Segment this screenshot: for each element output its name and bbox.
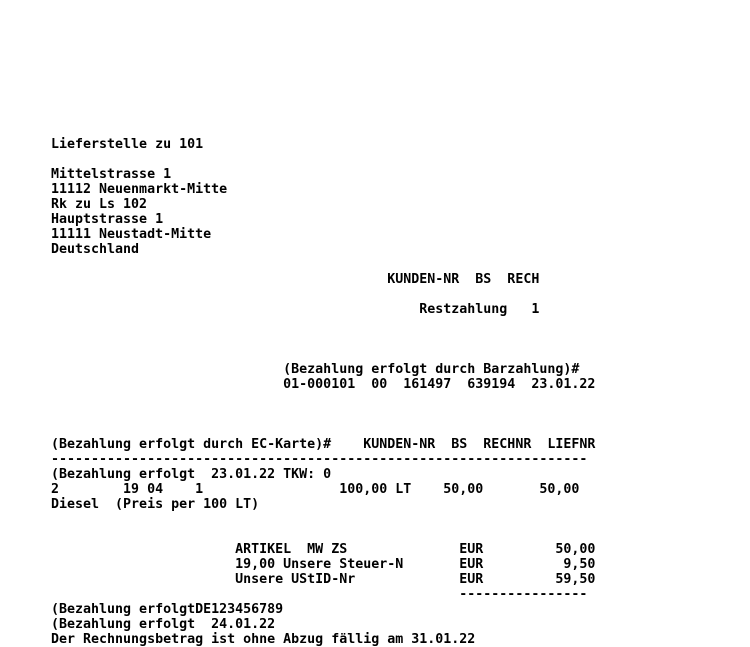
document-line xyxy=(51,422,595,437)
document-line xyxy=(51,347,595,362)
document-line: 19,00 Unsere Steuer-N EUR 9,50 xyxy=(51,557,596,572)
document-line xyxy=(51,152,595,167)
document-line: ---------------- xyxy=(51,587,588,602)
document-line: 11112 Neuenmarkt-Mitte xyxy=(51,182,228,197)
document-line xyxy=(51,332,595,347)
document-line: Der Rechnungsbetrag ist ohne Abzug fällig am 31.01.22 xyxy=(51,632,476,647)
document-line xyxy=(51,512,595,527)
document-line: 11111 Neustadt-Mitte xyxy=(51,227,212,242)
document-line: Rk zu Ls 102 xyxy=(51,197,148,212)
document-line xyxy=(51,287,595,302)
document-line: 01-000101 00 161497 639194 23.01.22 xyxy=(51,377,596,392)
document-line: (Bezahlung erfolgt durch Barzahlung)# xyxy=(51,362,580,377)
document-line: (Bezahlung erfolgt 23.01.22 TKW: 0 xyxy=(51,467,332,482)
document-line: ARTIKEL MW ZS EUR 50,00 xyxy=(51,542,596,557)
document-line: KUNDEN-NR BS RECH xyxy=(51,272,540,287)
document-line xyxy=(51,317,595,332)
document-line: (Bezahlung erfolgtDE123456789 xyxy=(51,602,284,617)
document-line: Diesel (Preis per 100 LT) xyxy=(51,497,260,512)
document-line: Hauptstrasse 1 xyxy=(51,212,164,227)
document-line: ------------------------------------------------------------------- xyxy=(51,452,588,467)
document-line: Deutschland xyxy=(51,242,140,257)
document-line: (Bezahlung erfolgt 24.01.22 xyxy=(51,617,276,632)
document-line: 2 19 04 1 100,00 LT 50,00 50,00 xyxy=(51,482,580,497)
document-line xyxy=(51,392,595,407)
document-line xyxy=(51,257,595,272)
document-body xyxy=(51,137,595,647)
document-line: (Bezahlung erfolgt durch EC-Karte)# KUNDEN-NR BS RECHNR LIEFNR xyxy=(51,437,596,452)
document-line xyxy=(51,527,595,542)
document-line: Lieferstelle zu 101 xyxy=(51,137,204,152)
document-line: Mittelstrasse 1 xyxy=(51,167,172,182)
document-line xyxy=(51,407,595,422)
document-line: Restzahlung 1 xyxy=(51,302,540,317)
document-line: Unsere UStID-Nr EUR 59,50 xyxy=(51,572,596,587)
